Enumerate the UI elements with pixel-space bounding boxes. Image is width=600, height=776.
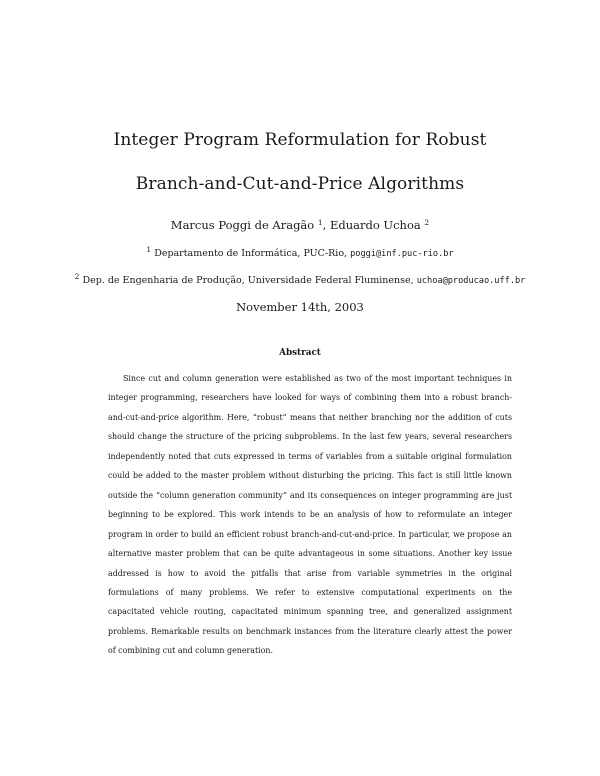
affiliation-marker: 1 <box>317 218 323 227</box>
abstract-body <box>108 369 512 661</box>
email-address: uchoa@producao.uff.br <box>416 276 526 286</box>
author-list <box>0 218 600 232</box>
affiliation-marker: 2 <box>424 218 430 227</box>
affiliation-text: Departamento de Informática, PUC-Rio, <box>154 248 351 259</box>
affiliation-marker: 1 <box>146 245 152 254</box>
email-address: poggi@inf.puc-rio.br <box>350 249 454 259</box>
affiliation-text: Dep. de Engenharia de Produção, Universidade Federal Fluminense, <box>82 275 417 286</box>
paper-title-line-1: Integer Program Reformulation for Robust <box>113 130 487 150</box>
affiliation-marker: 2 <box>74 272 80 281</box>
author-separator: , <box>322 218 330 232</box>
abstract-paragraph: Since cut and column generation were established as two of the most important techniques in integer programming, researchers have looked for ways of combining them into a robust branch-and-cut-and-price algorithm. Here, “robust” means that neither branching nor the addition of cuts should change the structure of the pricing subproblems. In the last few years, several researchers independently noted that cuts expressed in terms of variables from a suitable original formulation could be added to the master problem without disturbing the pricing. This fact is still little known outside the “column generation community” and its consequences on integer programming are just beginning to be explored. This work intends to be an analysis of how to reformulate an integer program in order to build an efficient robust branch-and-cut-and-price. In particular, we propose an alternative master problem that can be quite advantageous in some situations. Another key issue addressed is how to avoid the pitfalls that arise from variable symmetries in the original formulations of many problems. We refer to extensive computational experiments on the capacitated vehicle routing, capacitated minimum spanning tree, and generalized assignment problems. Remarkable results on benchmark instances from the literature clearly attest the power of combining cut and column generation. <box>108 374 512 656</box>
author-name: Eduardo Uchoa <box>329 218 421 232</box>
paper-title-line-2: Branch-and-Cut-and-Price Algorithms <box>135 174 465 194</box>
affiliation-1 <box>0 245 600 259</box>
author-name: Marcus Poggi de Aragão <box>170 218 315 232</box>
abstract-heading: Abstract <box>279 348 321 358</box>
affiliation-2 <box>0 272 600 286</box>
publication-date: November 14th, 2003 <box>236 300 364 314</box>
